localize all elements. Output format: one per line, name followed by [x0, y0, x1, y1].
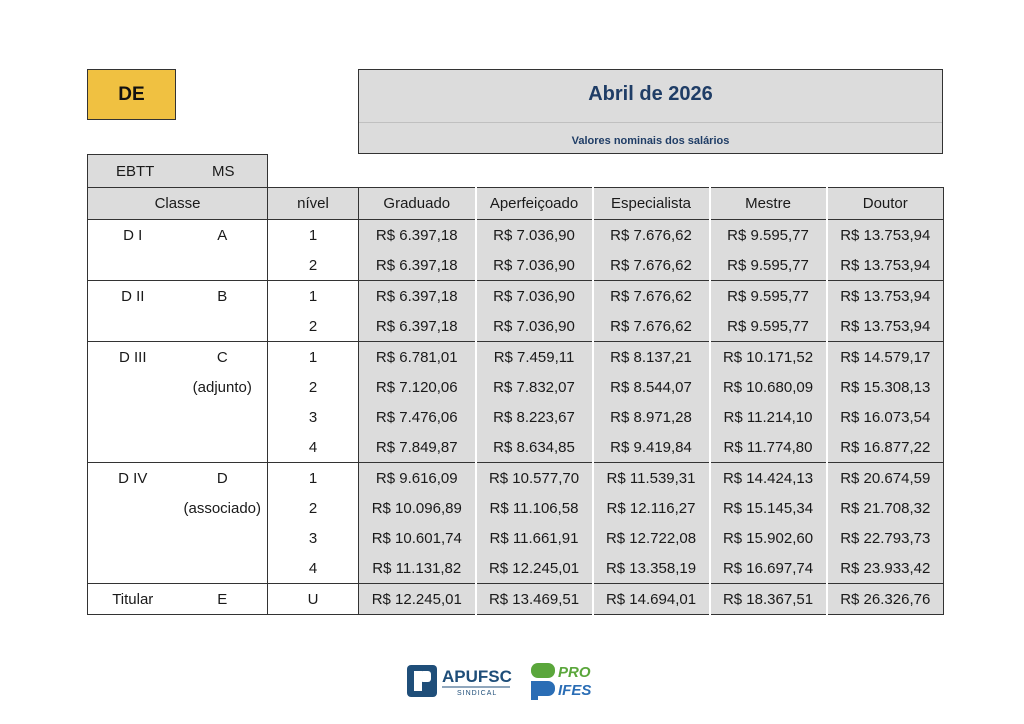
table-row	[88, 402, 944, 432]
column-header: Doutor	[827, 188, 944, 220]
salary-cell: R$ 13.469,51	[476, 584, 593, 615]
ms-class-cell: C	[178, 342, 268, 373]
table-header-row	[88, 188, 944, 220]
salary-cell: R$ 7.459,11	[476, 342, 593, 373]
salary-cell: R$ 9.595,77	[710, 311, 827, 342]
salary-cell: R$ 12.245,01	[476, 553, 593, 584]
table-row	[88, 250, 944, 281]
level-cell: 1	[268, 342, 359, 373]
salary-cell: R$ 12.116,27	[593, 493, 710, 523]
salary-cell: R$ 9.616,09	[359, 463, 476, 494]
ebtt-class-cell: D II	[88, 281, 178, 312]
salary-table	[87, 187, 944, 615]
empty-cell	[178, 402, 268, 432]
salary-cell: R$ 10.096,89	[359, 493, 476, 523]
salary-cell: R$ 7.676,62	[593, 281, 710, 312]
title-divider	[359, 122, 942, 123]
salary-cell: R$ 14.694,01	[593, 584, 710, 615]
empty-cell	[88, 402, 178, 432]
salary-cell: R$ 7.120,06	[359, 372, 476, 402]
salary-cell: R$ 15.145,34	[710, 493, 827, 523]
salary-cell: R$ 7.676,62	[593, 311, 710, 342]
salary-cell: R$ 21.708,32	[827, 493, 944, 523]
level-cell: 3	[268, 402, 359, 432]
regime-badge-label: DE	[118, 83, 145, 105]
table-row	[88, 281, 944, 312]
table-row	[88, 220, 944, 251]
page-subtitle: Valores nominais dos salários	[571, 135, 730, 147]
footer-logos	[407, 660, 621, 702]
salary-cell: R$ 14.579,17	[827, 342, 944, 373]
apufsc-logo	[407, 660, 621, 702]
level-cell: 2	[268, 493, 359, 523]
ebtt-class-cell: Titular	[88, 584, 178, 615]
salary-cell: R$ 11.131,82	[359, 553, 476, 584]
salary-cell: R$ 9.419,84	[593, 432, 710, 463]
empty-cell	[178, 250, 268, 281]
column-header: Graduado	[359, 188, 476, 220]
table-row	[88, 493, 944, 523]
ms-class-cell: (associado)	[183, 499, 262, 517]
salary-table-body	[88, 188, 944, 615]
apufsc-logo-text: APUFSC	[442, 667, 512, 686]
salary-cell: R$ 13.753,94	[827, 250, 944, 281]
salary-cell: R$ 7.036,90	[476, 281, 593, 312]
salary-cell: R$ 7.036,90	[476, 311, 593, 342]
empty-cell	[88, 250, 178, 281]
salary-cell: R$ 7.676,62	[593, 250, 710, 281]
empty-cell	[178, 523, 268, 553]
salary-cell: R$ 11.774,80	[710, 432, 827, 463]
empty-cell	[178, 311, 268, 342]
empty-cell	[88, 372, 178, 402]
salary-cell: R$ 7.849,87	[359, 432, 476, 463]
table-row	[88, 523, 944, 553]
empty-cell	[88, 432, 178, 463]
salary-cell: R$ 6.397,18	[359, 250, 476, 281]
salary-cell: R$ 23.933,42	[827, 553, 944, 584]
column-header: Especialista	[593, 188, 710, 220]
level-cell: 2	[268, 311, 359, 342]
ebtt-label: EBTT	[116, 163, 155, 180]
career-header	[87, 154, 268, 187]
salary-cell: R$ 7.832,07	[476, 372, 593, 402]
salary-cell: R$ 7.676,62	[593, 220, 710, 251]
ms-class-cell: E	[178, 584, 268, 615]
empty-cell	[178, 432, 268, 463]
level-cell: 2	[268, 250, 359, 281]
salary-cell: R$ 12.722,08	[593, 523, 710, 553]
table-row	[88, 463, 944, 494]
salary-cell: R$ 7.036,90	[476, 250, 593, 281]
salary-cell: R$ 26.326,76	[827, 584, 944, 615]
salary-cell: R$ 16.697,74	[710, 553, 827, 584]
salary-cell: R$ 8.223,67	[476, 402, 593, 432]
salary-cell: R$ 6.397,18	[359, 311, 476, 342]
empty-cell	[88, 553, 178, 584]
table-row	[88, 432, 944, 463]
apufsc-logo-subtext: SINDICAL	[457, 690, 498, 697]
salary-cell: R$ 7.036,90	[476, 220, 593, 251]
salary-cell: R$ 10.577,70	[476, 463, 593, 494]
empty-cell	[178, 553, 268, 584]
column-header: Mestre	[710, 188, 827, 220]
title-panel	[358, 69, 943, 154]
column-header: Aperfeiçoado	[476, 188, 593, 220]
level-cell: 4	[268, 553, 359, 584]
ebtt-class-cell: D IV	[88, 463, 178, 494]
salary-cell: R$ 6.781,01	[359, 342, 476, 373]
salary-cell: R$ 12.245,01	[359, 584, 476, 615]
salary-cell: R$ 18.367,51	[710, 584, 827, 615]
table-row	[88, 584, 944, 615]
salary-cell: R$ 11.661,91	[476, 523, 593, 553]
salary-cell: R$ 6.397,18	[359, 220, 476, 251]
salary-cell: R$ 10.171,52	[710, 342, 827, 373]
salary-cell: R$ 13.753,94	[827, 220, 944, 251]
level-cell: U	[268, 584, 359, 615]
column-header: nível	[268, 188, 359, 220]
salary-cell: R$ 9.595,77	[710, 220, 827, 251]
ebtt-class-cell: D III	[88, 342, 178, 373]
regime-badge	[87, 69, 176, 120]
proifes-logo-text-bottom: IFES	[558, 682, 592, 699]
level-cell: 2	[268, 372, 359, 402]
ms-class-cell: B	[178, 281, 268, 312]
salary-cell: R$ 14.424,13	[710, 463, 827, 494]
table-row	[88, 342, 944, 373]
table-row	[88, 372, 944, 402]
salary-cell: R$ 9.595,77	[710, 250, 827, 281]
salary-cell: R$ 13.358,19	[593, 553, 710, 584]
salary-cell: R$ 7.476,06	[359, 402, 476, 432]
salary-cell: R$ 11.106,58	[476, 493, 593, 523]
ebtt-class-cell: D I	[88, 220, 178, 251]
empty-cell	[88, 311, 178, 342]
salary-cell: R$ 16.877,22	[827, 432, 944, 463]
salary-cell: R$ 10.601,74	[359, 523, 476, 553]
level-cell: 1	[268, 463, 359, 494]
table-row	[88, 553, 944, 584]
salary-cell: R$ 8.971,28	[593, 402, 710, 432]
table-row	[88, 311, 944, 342]
ms-class-cell: (adjunto)	[192, 378, 252, 396]
salary-cell: R$ 13.753,94	[827, 281, 944, 312]
salary-cell: R$ 15.308,13	[827, 372, 944, 402]
ms-label: MS	[212, 163, 235, 180]
level-cell: 1	[268, 220, 359, 251]
level-cell: 1	[268, 281, 359, 312]
salary-cell: R$ 15.902,60	[710, 523, 827, 553]
salary-cell: R$ 11.214,10	[710, 402, 827, 432]
salary-cell: R$ 10.680,09	[710, 372, 827, 402]
salary-cell: R$ 9.595,77	[710, 281, 827, 312]
empty-cell	[88, 523, 178, 553]
column-header: Classe	[88, 188, 268, 220]
salary-cell: R$ 6.397,18	[359, 281, 476, 312]
page-title: Abril de 2026	[588, 83, 713, 105]
salary-cell: R$ 22.793,73	[827, 523, 944, 553]
level-cell: 4	[268, 432, 359, 463]
ms-class-cell: D	[178, 463, 268, 494]
proifes-logo-text-top: PRO	[558, 664, 591, 681]
salary-cell: R$ 20.674,59	[827, 463, 944, 494]
ms-class-cell: A	[178, 220, 268, 251]
empty-cell	[88, 493, 178, 523]
salary-cell: R$ 8.634,85	[476, 432, 593, 463]
salary-cell: R$ 16.073,54	[827, 402, 944, 432]
level-cell: 3	[268, 523, 359, 553]
salary-cell: R$ 8.544,07	[593, 372, 710, 402]
salary-cell: R$ 8.137,21	[593, 342, 710, 373]
salary-cell: R$ 11.539,31	[593, 463, 710, 494]
salary-cell: R$ 13.753,94	[827, 311, 944, 342]
